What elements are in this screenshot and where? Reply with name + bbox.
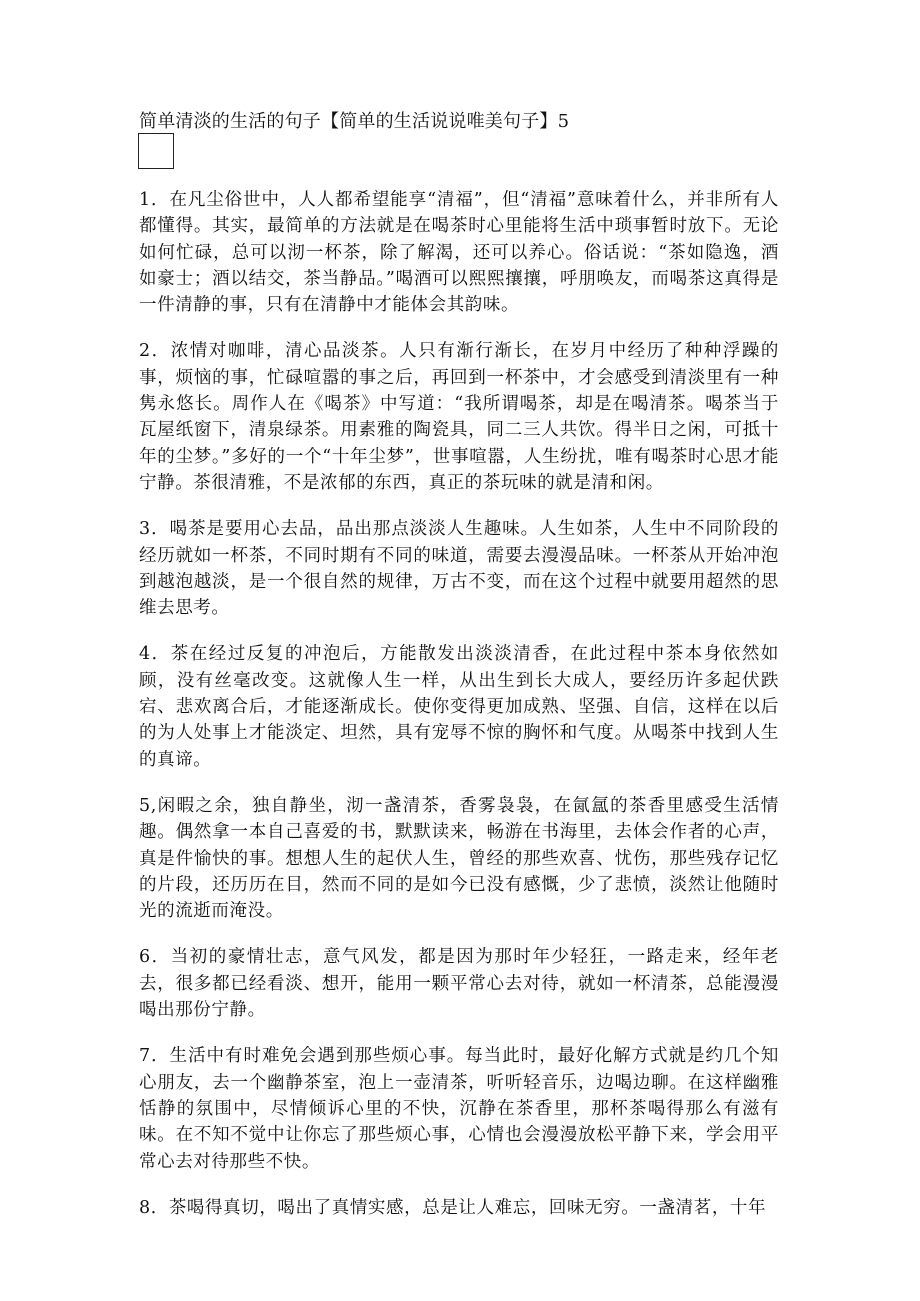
document-title: 简单清淡的生活的句子【简单的生活说说唯美句子】5 xyxy=(139,111,570,132)
paragraph-8: 8．茶喝得真切，喝出了真情实感，总是让人难忘，回味无穷。一盏清茗，十年 xyxy=(139,1197,767,1218)
paragraph-6: 6．当初的豪情壮志，意气风发，都是因为那时年少轻狂，一路走来，经年老去，很多都已经看淡、想开，能用一颗平常心去对待，就如一杯清茶，总能漫漫喝出那份宁静。 xyxy=(139,947,779,1021)
document-body xyxy=(139,187,779,1241)
paragraph-5: 5,闲暇之余，独自静坐，沏一盏清茶，香雾袅袅，在氤氲的茶香里感受生活情趣。偶然拿一本自己喜爱的书，默默读来，畅游在书海里，去体会作者的心声，真是件愉快的事。想想人生的起伏人生，曾经的那些欢喜、忧伤，那些残存记忆的片段，还历历在目，然而不同的是如今已没有感慨，少了悲愤，淡然让他随时光的流逝而淹没。 xyxy=(139,795,779,922)
image-placeholder-box xyxy=(138,133,174,169)
paragraph-1: 1．在凡尘俗世中，人人都希望能享“清福”，但“清福”意味着什么，并非所有人都懂得。其实，最简单的方法就是在喝茶时心里能将生活中琐事暂时放下。无论如何忙碌，总可以沏一杯茶，除了解渴，还可以养心。俗话说：“茶如隐逸，酒如豪士；酒以结交，茶当静品。”喝酒可以熙熙攘攘，呼朋唤友，而喝茶这真得是一件清静的事，只有在清静中才能体会其韵味。 xyxy=(139,190,779,316)
paragraph-7: 7．生活中有时难免会遇到那些烦心事。每当此时，最好化解方式就是约几个知心朋友，去一个幽静茶室，泡上一壶清茶，听听轻音乐，边喝边聊。在这样幽雅恬静的氛围中，尽情倾诉心里的不快，沉静在茶香里，那杯茶喝得那么有滋有味。在不知不觉中让你忘了那些烦心事，心情也会漫漫放松平静下来，学会用平常心去对待那些不快。 xyxy=(139,1046,779,1172)
paragraph-2: 2．浓情对咖啡，清心品淡茶。人只有渐行渐长，在岁月中经历了种种浮躁的事，烦恼的事，忙碌喧嚣的事之后，再回到一杯茶中，才会感受到清淡里有一种隽永悠长。周作人在《喝茶》中写道：“我所谓喝茶，却是在喝清茶。喝茶当于瓦屋纸窗下，清泉绿茶。用素雅的陶瓷具，同二三人共饮。得半日之闲，可抵十年的尘梦。”多好的一个“十年尘梦”，世事喧嚣，人生纷扰，唯有喝茶时心思才能宁静。茶很清雅，不是浓郁的东西，真正的茶玩味的就是清和闲。 xyxy=(139,341,779,493)
paragraph-4: 4．茶在经过反复的冲泡后，方能散发出淡淡清香，在此过程中茶本身依然如顾，没有丝毫改变。这就像人生一样，从出生到长大成人，要经历许多起伏跌宕、悲欢离合后，才能逐渐成长。使你变得更加成熟、坚强、自信，这样在以后的为人处事上才能淡定、坦然，具有宠辱不惊的胸怀和气度。从喝茶中找到人生的真谛。 xyxy=(139,644,779,770)
paragraph-3: 3．喝茶是要用心去品，品出那点淡淡人生趣味。人生如茶，人生中不同阶段的经历就如一杯茶，不同时期有不同的味道，需要去漫漫品味。一杯茶从开始冲泡到越泡越淡，是一个很自然的规律，万古不变，而在这个过程中就要用超然的思维去思考。 xyxy=(139,519,779,619)
